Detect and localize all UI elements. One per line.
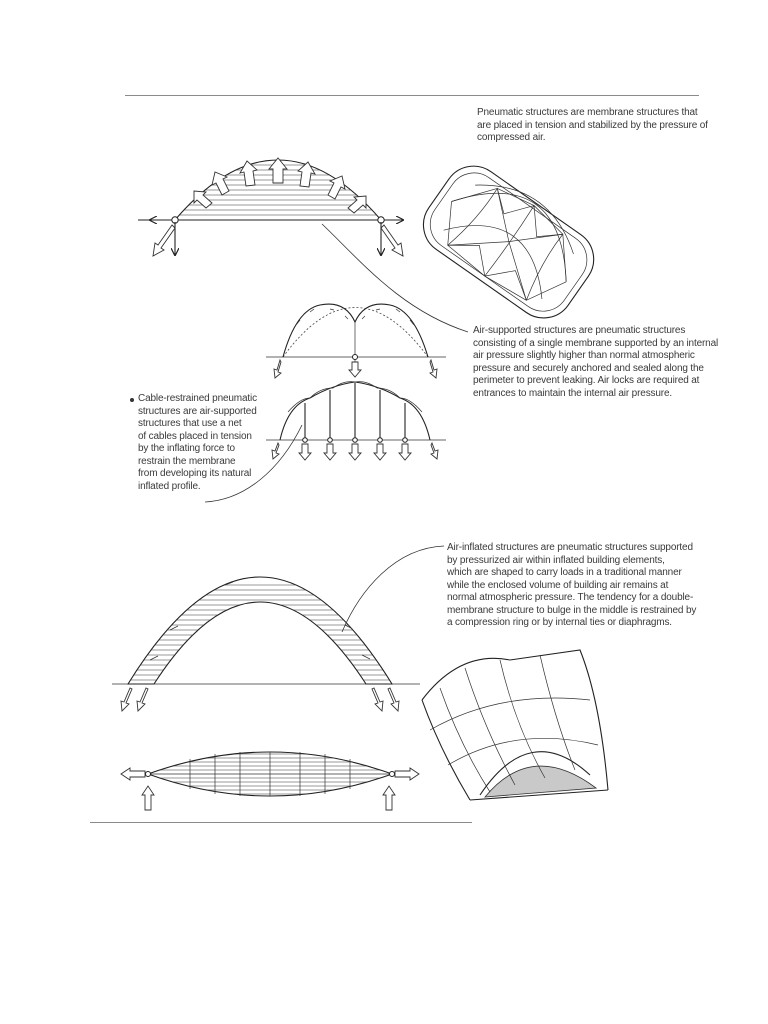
caption-line: air pressure slightly higher than normal atmospheric	[473, 350, 695, 361]
caption-line: Air-supported structures are pneumatic structures	[473, 325, 686, 336]
caption-line: entrances to maintain the internal air pressure.	[473, 387, 673, 399]
caption-line: by pressurized air within inflated building elements,	[447, 554, 665, 566]
caption-line: Air-inflated structures are pneumatic structures supported	[447, 542, 693, 553]
cable-ties	[305, 383, 405, 440]
caption-line: compressed air.	[477, 132, 546, 143]
caption-line: pressure and securely anchored and sealed along the	[473, 362, 704, 374]
caption-line: which are shaped to carry loads in a traditional manner	[447, 567, 682, 578]
caption-line: consisting of a single membrane supported by an internal	[473, 337, 719, 349]
cable-restrained-section	[266, 382, 446, 460]
air-inflated-arch-section	[100, 577, 420, 711]
caption-line: restrain the membrane	[138, 455, 236, 467]
air-supported-dome-3d	[412, 152, 607, 329]
caption-line: are placed in tension and stabilized by the pressure of	[477, 119, 708, 131]
pneumatic-dome-section	[138, 145, 403, 256]
caption-line: perimeter to prevent leaking. Air locks are required at	[473, 375, 700, 386]
double-membrane-lens	[121, 752, 419, 810]
leader-line-air-inflated	[342, 546, 444, 632]
air-inflated-vault-3d	[422, 650, 608, 800]
caption-line: membrane structure to bulge in the middle is restrained by	[447, 604, 697, 616]
caption-line: Pneumatic structures are membrane structures that	[477, 107, 698, 118]
caption-line: while the enclosed volume of building air remains at	[447, 579, 669, 591]
caption-line: structures are air-supported	[138, 405, 257, 417]
caption-line: normal atmospheric pressure. The tendency for a double-	[447, 592, 694, 603]
leader-line-cable-restrained	[205, 425, 302, 502]
caption-line: structures that use a net	[138, 418, 242, 429]
caption-line: Cable-restrained pneumatic	[138, 393, 257, 404]
caption-line: from developing its natural	[138, 468, 252, 479]
caption-line: of cables placed in tension	[138, 430, 252, 442]
reaction-arrow-left	[153, 225, 175, 256]
caption-line: a compression ring or by internal ties or diaphragms.	[447, 617, 672, 628]
caption-line: by the inflating force to	[138, 443, 235, 454]
caption-line: inflated profile.	[138, 480, 201, 492]
air-supported-section	[266, 304, 446, 378]
arch-hatching	[100, 582, 420, 680]
reaction-arrow-right	[381, 225, 403, 256]
